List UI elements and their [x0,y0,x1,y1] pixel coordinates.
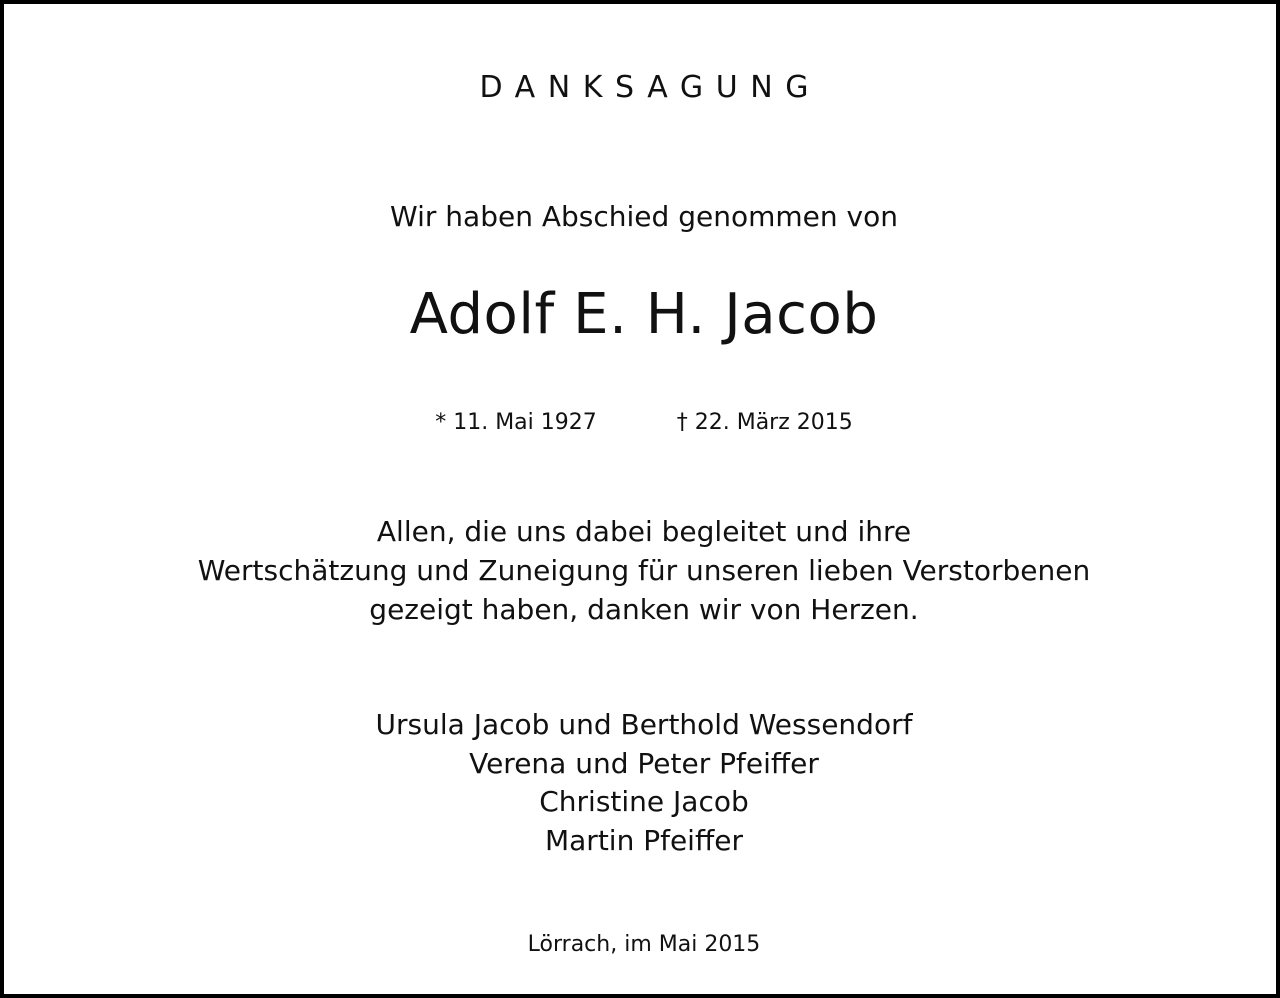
family-member: Verena und Peter Pfeiffer [469,746,819,780]
thanks-line: Wertschätzung und Zuneigung für unseren lieben Verstorbenen [197,554,1091,587]
death-date: † 22. März 2015 [676,410,853,435]
birth-date: * 11. Mai 1927 [435,410,597,435]
family-member: Christine Jacob [539,785,749,818]
family-member: Ursula Jacob und Berthold Wessendorf [375,708,913,741]
notice-heading: DANKSAGUNG [479,70,822,105]
thanks-line: gezeigt haben, danken wir von Herzen. [369,593,919,626]
life-dates [4,410,1280,435]
place-and-date: Lörrach, im Mai 2015 [527,932,761,957]
farewell-intro: Wir haben Abschied genommen von [390,200,898,233]
thanks-message [4,512,1280,629]
family-member: Martin Pfeiffer [544,823,743,857]
thanks-line: Allen, die uns dabei begleitet und ihre [376,515,912,548]
family-signatures [4,706,1280,860]
deceased-name: Adolf E. H. Jacob [409,282,879,347]
